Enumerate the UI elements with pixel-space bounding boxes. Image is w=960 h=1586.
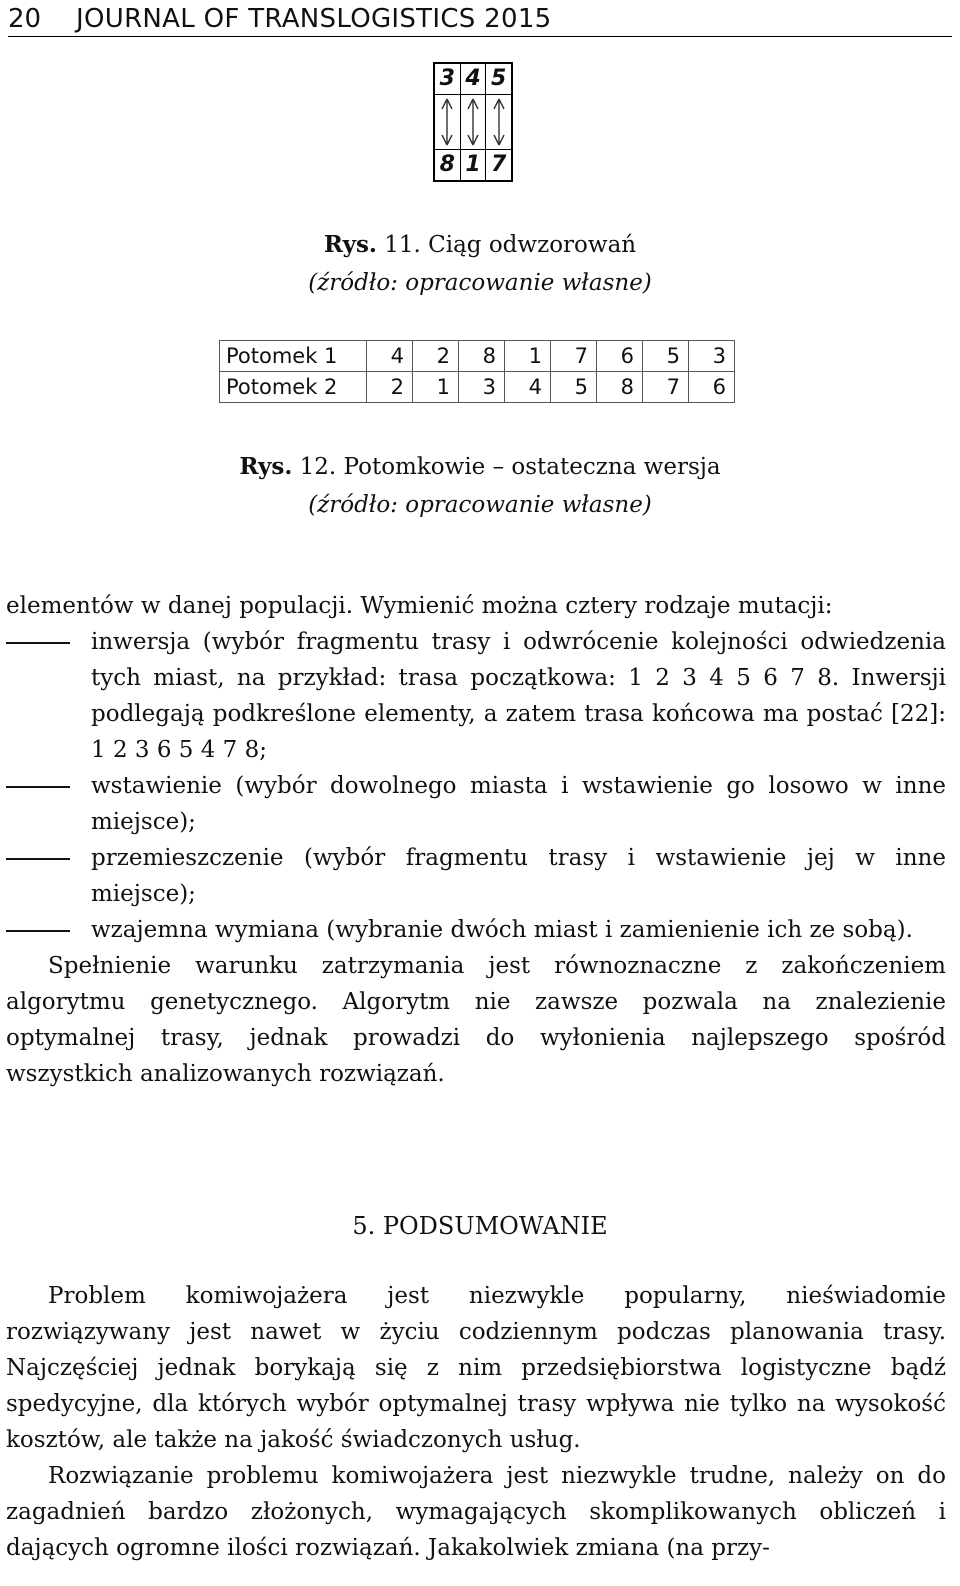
body-text-block — [6, 588, 946, 1092]
table-cell: 6 — [597, 341, 643, 372]
table-row — [220, 372, 735, 403]
page-header — [8, 0, 952, 37]
table-cell: 3 — [459, 372, 505, 403]
caption-label: Rys. — [239, 453, 293, 480]
table-row — [220, 341, 735, 372]
figure-12-offspring-table — [219, 340, 735, 403]
mapping-cell: 8 — [435, 150, 461, 180]
mapping-cell: 3 — [435, 64, 461, 94]
list-item-text: wstawienie (wybór dowolnego miasta i wstawienie go losowo w inne miejsce); — [91, 773, 946, 835]
double-arrow-icon — [440, 97, 454, 147]
paragraph: Problem komiwojażera jest niezwykle popularny, nieświadomie rozwiązywany jest nawet w życiu codziennym podczas planowania trasy. Najczęściej jednak borykają się z nim przedsiębiorstwa logistyczne bądź spedycyjne, dla których wybór optymalnej trasy wpływa nie tylko na wysokość kosztów, ale także na jakość świadczonych usług. — [6, 1283, 946, 1453]
figure-11-mapping — [433, 62, 513, 182]
table-cell: 8 — [459, 341, 505, 372]
list-item — [6, 768, 946, 840]
paragraph: elementów w danej populacji. Wymienić można cztery rodzaje mutacji: — [6, 593, 833, 619]
body-text-block — [6, 1278, 946, 1566]
mapping-cell: 5 — [491, 66, 507, 91]
table-cell: 7 — [551, 341, 597, 372]
list-item — [6, 840, 946, 912]
paragraph: Spełnienie warunku zatrzymania jest równoznaczne z zakończeniem algorytmu genetycznego. Algorytm nie zawsze pozwala na znalezienie optymalnej trasy, jednak prowadzi do wyłonienia najlepszego spośród wszystkich analizowanych rozwiązań. — [6, 953, 946, 1087]
mapping-cell: 4 — [461, 64, 487, 94]
figure-11-caption — [0, 226, 960, 302]
dash-bullet — [6, 786, 70, 788]
table-cell: 6 — [689, 372, 735, 403]
table-cell: 5 — [551, 372, 597, 403]
table-cell: 1 — [413, 372, 459, 403]
mapping-bottom-row — [435, 149, 511, 180]
table-cell: 5 — [643, 341, 689, 372]
table-cell: 2 — [413, 341, 459, 372]
row-label: Potomek 1 — [220, 341, 367, 372]
double-arrow-icon — [466, 97, 480, 147]
table-cell: 3 — [689, 341, 735, 372]
double-arrow-icon — [492, 97, 506, 147]
section-heading: 5. PODSUMOWANIE — [352, 1212, 608, 1240]
row-label: Potomek 2 — [220, 372, 367, 403]
table-cell: 1 — [505, 341, 551, 372]
figure-12-caption — [0, 448, 960, 524]
table-cell: 4 — [505, 372, 551, 403]
list-item — [6, 624, 946, 768]
dash-bullet — [6, 930, 70, 932]
paragraph: Rozwiązanie problemu komiwojażera jest niezwykle trudne, należy on do zagadnień bardzo złożonych, wymagających skomplikowanych obliczeń i dających ogromne ilości rozwiązań. Jakakolwiek zmiana (na przy- — [6, 1463, 946, 1561]
list-item — [6, 912, 946, 948]
dash-bullet — [6, 858, 70, 860]
list-item-text: inwersja (wybór fragmentu trasy i odwrócenie kolejności odwiedzenia tych miast, na przykład: trasa początkowa: 1 2 3 4 5 6 7 8. Inwersji podlegają podkreślone elementy, a zatem trasa końcowa ma postać [22]: 1 2 3 6 5 4 7 8; — [91, 629, 946, 763]
mapping-arrows — [435, 94, 511, 150]
mapping-cell: 1 — [461, 150, 487, 180]
figure-source: (źródło: opracowanie własne) — [308, 270, 652, 296]
table-cell: 2 — [367, 372, 413, 403]
figure-source: (źródło: opracowanie własne) — [308, 492, 652, 518]
caption-label: Rys. — [323, 231, 377, 258]
list-item-text: przemieszczenie (wybór fragmentu trasy i wstawienie jej w inne miejsce); — [91, 845, 946, 907]
page-number: 20 — [8, 4, 42, 34]
caption-text: 12. Potomkowie – ostateczna wersja — [292, 454, 721, 480]
list-item-text: wzajemna wymiana (wybranie dwóch miast i zamienienie ich ze sobą). — [91, 917, 913, 943]
table-cell: 8 — [597, 372, 643, 403]
journal-title: JOURNAL OF TRANSLOGISTICS 2015 — [76, 4, 552, 34]
table-cell: 7 — [643, 372, 689, 403]
table-cell: 4 — [367, 341, 413, 372]
mapping-cell: 7 — [491, 152, 507, 177]
mapping-top-row — [435, 64, 511, 95]
dash-bullet — [6, 642, 70, 644]
caption-text: 11. Ciąg odwzorowań — [376, 232, 637, 258]
